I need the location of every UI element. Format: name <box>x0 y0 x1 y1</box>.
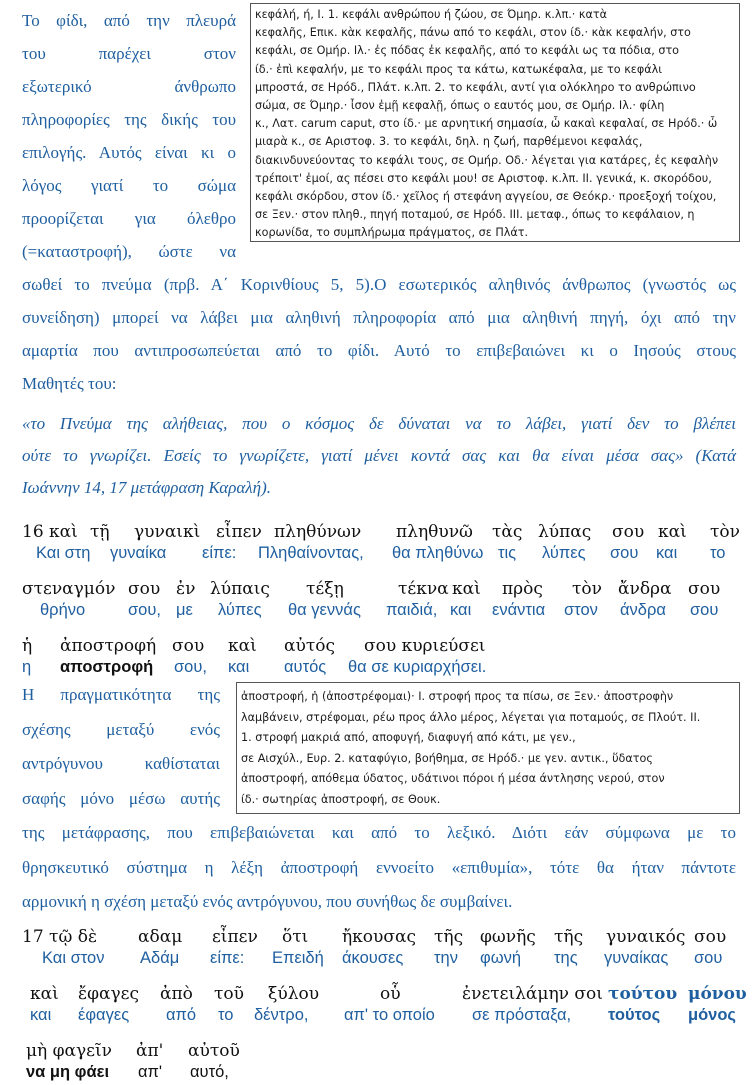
translation-word: Και στον <box>42 949 105 967</box>
translation-word: Επειδή <box>272 949 324 967</box>
translation-word: σου <box>610 544 639 562</box>
greek-word: σου <box>694 927 727 947</box>
greek-word: γυναικὶ <box>134 522 201 542</box>
lexicon-line: κεφάλή, ή, I. 1. κεφάλι ανθρώπου ή ζώου, σε Όμηρ. κ.λπ.· κατὰ <box>255 8 607 21</box>
greek-row <box>22 636 738 658</box>
text-line: της μετάφρασης, που επιβεβαιώνεται και από το λεξικό. Διότι εάν σύμφωνα με το <box>22 823 736 842</box>
greek-word: αὐτοῦ <box>188 1041 240 1061</box>
translation-word: Και στη <box>36 544 91 562</box>
translation-row <box>22 601 738 623</box>
translation-word-highlight: να μη φάει <box>26 1063 110 1081</box>
text-line: προορίζεται για όλεθρο <box>22 209 236 228</box>
translation-word: είπε: <box>210 949 245 967</box>
text-line: (=καταστροφή), ώστε να <box>22 242 236 261</box>
lexicon-line: 1. στροφή μακριά από, αποφυγή, διαφυγή από κάτι, με γεν., <box>241 731 576 744</box>
translation-word: στον <box>564 601 598 619</box>
text-line: επιλογής. Αυτός είναι κι ο <box>22 143 236 162</box>
greek-word: πληθύνων <box>274 522 362 542</box>
greek-word: ἄνδρα <box>618 579 672 599</box>
greek-word: ὅτι <box>282 927 309 947</box>
translation-row <box>22 658 738 680</box>
translation-row <box>22 949 738 971</box>
greek-word: ἔφαγες <box>78 984 139 1004</box>
greek-word: αὐτός <box>284 636 335 656</box>
greek-word: τῆς <box>554 927 584 947</box>
greek-word: αδαμ <box>138 927 183 947</box>
text-line: σχέσης μεταξύ ενός <box>22 719 220 739</box>
translation-row <box>22 544 738 566</box>
translation-word: Αδάμ <box>140 949 180 967</box>
lexicon-line: λαμβάνειν, στρέφομαι, ρέω προς άλλο μέρος, λέγεται για ποταμούς, σε Πλούτ. II. <box>241 710 701 724</box>
lexicon-line: κεφάλι, σε Ομήρ. Ιλ.· ἐς πόδας ἐκ κεφαλῆς, από το κεφάλι ως τα πόδια, στο <box>255 44 680 58</box>
text-line: σωθεί το πνεύμα (πρβ. Α΄ Κορινθίους 5, 5).Ο εσωτερικός αληθινός άνθρωπος (γνωστός ως <box>22 275 736 294</box>
greek-word: σου <box>128 579 161 599</box>
translation-word: αυτό, <box>190 1063 229 1081</box>
text-line: Μαθητές του: <box>22 374 117 393</box>
text-line: θρησκευτικό σύστημα η λέξη ἀποστροφή εννοείτο «επιθυμία», τότε θα ήταν πάντοτε <box>22 857 736 877</box>
translation-word: και <box>30 1006 52 1024</box>
greek-word: ἀπὸ <box>160 984 193 1004</box>
interlinear-verse-17 <box>22 927 747 1085</box>
greek-word: τὸν <box>572 579 602 599</box>
greek-word: στεναγμόν <box>22 579 116 599</box>
text-line: εξωτερικό άνθρωπο <box>22 77 236 96</box>
lexicon-entry-apostrofi <box>236 682 740 814</box>
translation-word: Πληθαίνοντας, <box>258 544 364 562</box>
translation-row <box>22 1006 738 1028</box>
greek-word: εἶπεν <box>216 522 262 542</box>
greek-word: οὗ <box>380 984 401 1004</box>
interlinear-verse-16 <box>22 522 738 680</box>
translation-word: ενάντια <box>492 601 546 619</box>
lexicon-line: μιαρὰ κ., σε Αριστοφ. 3. το κεφάλι, δηλ. η ζωή, παρθέμενοι κεφαλάς, <box>255 135 643 149</box>
translation-word: η <box>22 658 32 676</box>
translation-word: το <box>218 1006 234 1024</box>
greek-word: καὶ <box>452 579 481 599</box>
translation-word-highlight: μόνος <box>688 1006 737 1024</box>
translation-word: σου <box>694 949 723 967</box>
greek-row <box>22 984 747 1006</box>
text-line: αντρόγυνου καθίσταται <box>22 754 220 773</box>
greek-word: τὸν <box>710 522 740 542</box>
greek-word: καὶ <box>30 984 59 1004</box>
greek-row <box>22 522 738 544</box>
lexicon-entry-kefali <box>250 3 740 242</box>
translation-word: της <box>554 949 578 967</box>
translation-word-highlight: τούτος <box>608 1006 661 1024</box>
lexicon-line: τρέποιτ' ἐμοί, ας πέσει στο κεφάλι μου! σε Αριστοφ. κ.λπ. II. γενικά, κ. σκορόδου, <box>255 171 712 185</box>
text-line: πληροφορίες της δικής του <box>22 110 236 129</box>
translation-word: σου <box>690 601 719 619</box>
translation-word: φωνή <box>480 949 522 967</box>
translation-word: την <box>434 949 458 967</box>
greek-word: πληθυνῶ <box>396 522 473 542</box>
lexicon-line: σε Ξεν.· στον πληθ., πηγή ποταμού, σε Ηρόδ. III. μεταφ., όπως το κεφάλαιον, η <box>255 208 695 222</box>
lexicon-line: ίδ.· σωτηρίας ἀποστροφή, σε Θουκ. <box>241 792 441 806</box>
translation-word: και <box>228 658 250 676</box>
greek-word: 17 τῷ δὲ <box>22 927 98 947</box>
lexicon-line: κεφαλῆς, Επικ. κὰκ κεφαλῆς, πάνω από το κεφάλι, στον ίδ.· κὰκ κεφαλήν, στο <box>255 26 691 40</box>
greek-word: λύπαις <box>210 579 270 599</box>
translation-word: θα πληθύνω <box>392 544 484 562</box>
translation-word: άνδρα <box>620 601 666 619</box>
quote-line: Ιωάννην 14, 17 μετάφραση Καραλή). <box>22 478 272 497</box>
translation-word: δέντρο, <box>254 1006 309 1024</box>
greek-word: εἶπεν <box>212 927 258 947</box>
lexicon-line: ἀποστροφή, ἡ (ἀποστρέφομαι)· I. στροφή προς τα πίσω, σε Ξεν.· ἀποστροφὴν <box>241 690 674 703</box>
quote-line: ούτε το γνωρίζει. Εσείς το γνωρίζετε, γιατί μένει κοντά σας και θα είναι μέσα σας» (Κατά <box>22 446 736 465</box>
translation-word: θα σε κυριαρχήσει. <box>348 658 487 676</box>
lexicon-line: σώμα, σε Όμηρ.· ἶσον ἐμῇ κεφαλῇ, όπως ο εαυτός μου, σε Ομήρ. Ιλ.· φίλη <box>255 99 665 113</box>
translation-word: είπε: <box>202 544 237 562</box>
greek-word: 16 καὶ <box>22 522 78 542</box>
lexicon-line: ίδ.· ἐπὶ κεφαλήν, με το κεφάλι προς τα κάτω, κατωκέφαλα, με το κεφάλι <box>255 62 662 76</box>
greek-word: ἐνετειλάμην σοι <box>462 984 603 1004</box>
translation-word: με <box>176 601 193 619</box>
translation-word-highlight: αποστροφή <box>60 658 154 676</box>
lexicon-line: κεφάλι σκόρδου, στον ίδ.· χεῖλος ή στεφάνη αγγείου, σε Θεόκρ.· προεξοχή τοίχου, <box>255 190 717 204</box>
greek-word: ἀποστροφή <box>60 636 157 656</box>
translation-word: τις <box>498 544 517 562</box>
lexicon-line: ἀποστροφή, απόθεμα ύδατος, υδάτινοι πόροι ή μέσα άντλησης νερού, στον <box>241 772 665 785</box>
translation-word: σου, <box>174 658 207 676</box>
greek-word-highlight: τούτου <box>608 984 678 1004</box>
greek-word: σου κυριεύσει <box>364 636 486 656</box>
translation-word: και <box>656 544 678 562</box>
translation-word: σου, <box>128 601 161 619</box>
translation-word: θρήνο <box>40 601 86 619</box>
greek-word: σου <box>172 636 205 656</box>
lexicon-line: κ., Λατ. carum caput, στο ίδ.· με αρνητική σημασία, ὦ κακαὶ κεφαλαί, σε Ηρόδ.· ὦ <box>255 117 718 131</box>
greek-word: λύπας <box>538 522 592 542</box>
translation-word: αυτός <box>284 658 327 676</box>
translation-word: παιδιά, <box>386 601 438 619</box>
text-line: Η πραγματικότητα της <box>22 685 220 704</box>
translation-word: άκουσες <box>342 949 404 967</box>
greek-word: ἤκουσας <box>342 927 416 947</box>
quote-block <box>22 408 736 504</box>
text-line: συνείδηση) μπορεί να λάβει μια αληθινή πληροφορία από μια αληθινή πηγή, όχι από την <box>22 308 736 327</box>
translation-word: θα γεννάς <box>288 601 361 619</box>
translation-word: το <box>710 544 726 562</box>
greek-word: καὶ <box>228 636 257 656</box>
quote-line: «το Πνεύμα της αλήθειας, που ο κόσμος δε δύναται να το λάβει, γιατί δεν το βλέπει <box>22 414 736 433</box>
text-line: Το φίδι, από την πλευρά <box>22 11 236 30</box>
greek-word: ἐν <box>176 579 196 599</box>
translation-word: απ' <box>138 1063 163 1081</box>
greek-word: ἀπ' <box>136 1041 164 1061</box>
greek-word: σου <box>612 522 645 542</box>
greek-word: πρὸς <box>502 579 543 599</box>
translation-word: γυναίκας <box>604 949 669 967</box>
greek-word: καὶ <box>658 522 687 542</box>
greek-word: φωνῆς <box>480 927 536 947</box>
translation-word: έφαγες <box>78 1006 130 1024</box>
greek-word-highlight: μόνου <box>688 984 747 1004</box>
greek-word: τέκνα <box>398 579 449 599</box>
text-line: σαφής μόνο μέσω αυτής <box>22 788 220 808</box>
greek-word: τὰς <box>492 522 523 542</box>
translation-word: απ' το οποίο <box>344 1006 435 1024</box>
greek-word: τῆς <box>434 927 464 947</box>
text-line: αμαρτία που αντιπροσωπεύεται από το φίδι. Αυτό το επιβεβαιώνει κι ο Ιησούς στους <box>22 341 736 360</box>
translation-word: γυναίκα <box>110 544 167 562</box>
greek-word: τῇ <box>90 522 110 542</box>
lexicon-line: μπροστά, σε Ηρόδ., Πλάτ. κ.λπ. 2. το κεφάλι, αντί για ολόκληρο το ανθρώπινο <box>255 80 696 94</box>
greek-row <box>22 1041 738 1063</box>
text-line: λόγος γιατί το σώμα <box>22 176 236 195</box>
lexicon-line: διακινδυνεύοντας το κεφάλι τους, σε Ομήρ. Οδ.· λέγεται για κατάρες, ἐς κεφαλὴν <box>255 153 719 167</box>
greek-word: τοῦ <box>214 984 244 1004</box>
text-line: αρμονική η σχέση μεταξύ ενός αντρόγυνου, που συνήθως δε συμβαίνει. <box>22 892 513 911</box>
greek-word: γυναικός <box>606 927 686 947</box>
greek-word: ξύλου <box>268 984 320 1004</box>
greek-row <box>22 927 738 949</box>
greek-word: τέξῃ <box>306 579 344 599</box>
greek-word: μὴ φαγεῖν <box>26 1041 112 1061</box>
translation-word: λύπες <box>542 544 586 562</box>
text-line: του παρέχει στον <box>22 44 236 63</box>
translation-word: λύπες <box>218 601 262 619</box>
translation-word: από <box>166 1006 197 1024</box>
translation-word: σε πρόσταξα, <box>472 1006 572 1024</box>
lexicon-line: κορωνίδα, το συμπλήρωμα πράγματος, σε Πλάτ. <box>255 226 529 240</box>
translation-row <box>22 1063 738 1085</box>
greek-row <box>22 579 738 601</box>
greek-word: σου <box>688 579 721 599</box>
greek-word: ἡ <box>22 636 33 656</box>
lexicon-line: σε Αισχύλ., Ευρ. 2. καταφύγιο, βοήθημα, σε Ηρόδ.· με γεν. αντικ., ὕδατος <box>241 751 653 765</box>
translation-word: και <box>450 601 472 619</box>
